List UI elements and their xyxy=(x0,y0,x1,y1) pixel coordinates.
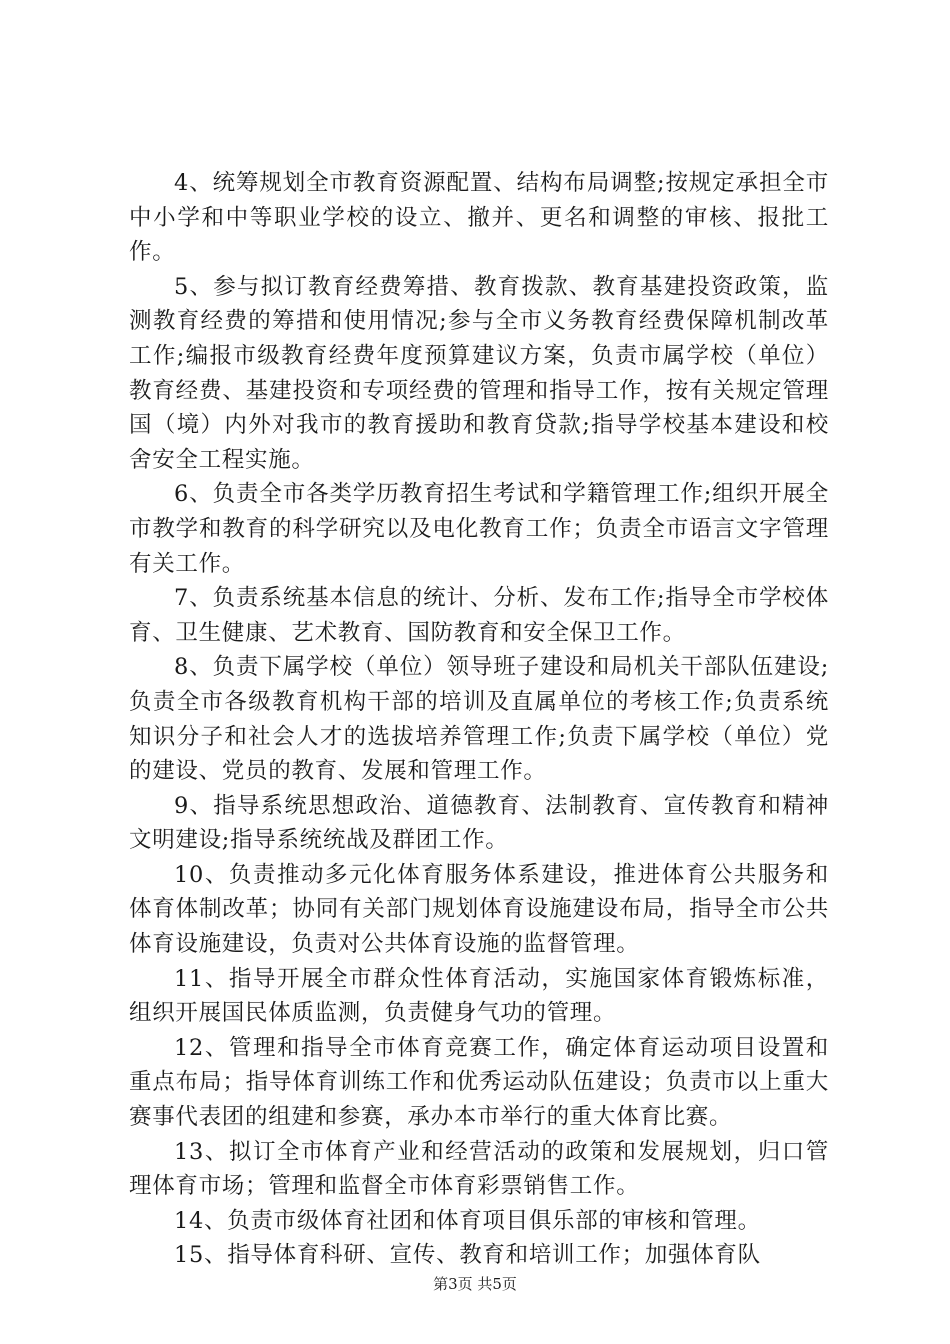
paragraph-item-15: 15、指导体育科研、宣传、教育和培训工作；加强体育队 xyxy=(174,1242,761,1269)
paragraph-item-8: 8、负责下属学校（单位）领导班子建设和局机关干部队伍建设;负责全市各级教育机构干部的培训及直属单位的考核工作;负责系统知识分子和社会人才的选拔培养管理工作;负责下属学校（单位）党的建设、党员的教育、发展和管理工作。 xyxy=(129,654,829,785)
paragraph-item-4: 4、统筹规划全市教育资源配置、结构布局调整;按规定承担全市中小学和中等职业学校的设立、撤并、更名和调整的审核、报批工作。 xyxy=(129,170,829,266)
paragraph-item-5: 5、参与拟订教育经费筹措、教育拨款、教育基建投资政策，监测教育经费的筹措和使用情况;参与全市义务教育经费保障机制改革工作;编报市级教育经费年度预算建议方案，负责市属学校（单位）教育经费、基建投资和专项经费的管理和指导工作，按有关规定管理国（境）内外对我市的教育援助和教育贷款;指导学校基本建设和校舍安全工程实施。 xyxy=(129,273,829,473)
paragraph-item-14: 14、负责市级体育社团和体育项目俱乐部的审核和管理。 xyxy=(174,1207,761,1234)
paragraph-item-13: 13、拟订全市体育产业和经营活动的政策和发展规划，归口管理体育市场；管理和监督全市体育彩票销售工作。 xyxy=(129,1138,829,1200)
paragraph-item-11: 11、指导开展全市群众性体育活动，实施国家体育锻炼标准，组织开展国民体质监测，负责健身气功的管理。 xyxy=(129,965,829,1027)
paragraph-item-6: 6、负责全市各类学历教育招生考试和学籍管理工作;组织开展全市教学和教育的科学研究以及电化教育工作；负责全市语言文字管理有关工作。 xyxy=(129,481,829,577)
paragraph-item-9: 9、指导系统思想政治、道德教育、法制教育、宣传教育和精神文明建设;指导系统统战及群团工作。 xyxy=(129,792,829,854)
page-footer: 第3页 共5页 xyxy=(433,1275,517,1293)
paragraph-item-7: 7、负责系统基本信息的统计、分析、发布工作;指导全市学校体育、卫生健康、艺术教育、国防教育和安全保卫工作。 xyxy=(129,585,829,646)
paragraph-item-10: 10、负责推动多元化体育服务体系建设，推进体育公共服务和体育体制改革；协同有关部门规划体育设施建设布局，指导全市公共体育设施建设，负责对公共体育设施的监督管理。 xyxy=(129,861,829,958)
paragraph-item-12: 12、管理和指导全市体育竞赛工作，确定体育运动项目设置和重点布局；指导体育训练工作和优秀运动队伍建设；负责市以上重大赛事代表团的组建和参赛，承办本市举行的重大体育比赛。 xyxy=(129,1034,829,1131)
document-body xyxy=(129,166,829,1273)
